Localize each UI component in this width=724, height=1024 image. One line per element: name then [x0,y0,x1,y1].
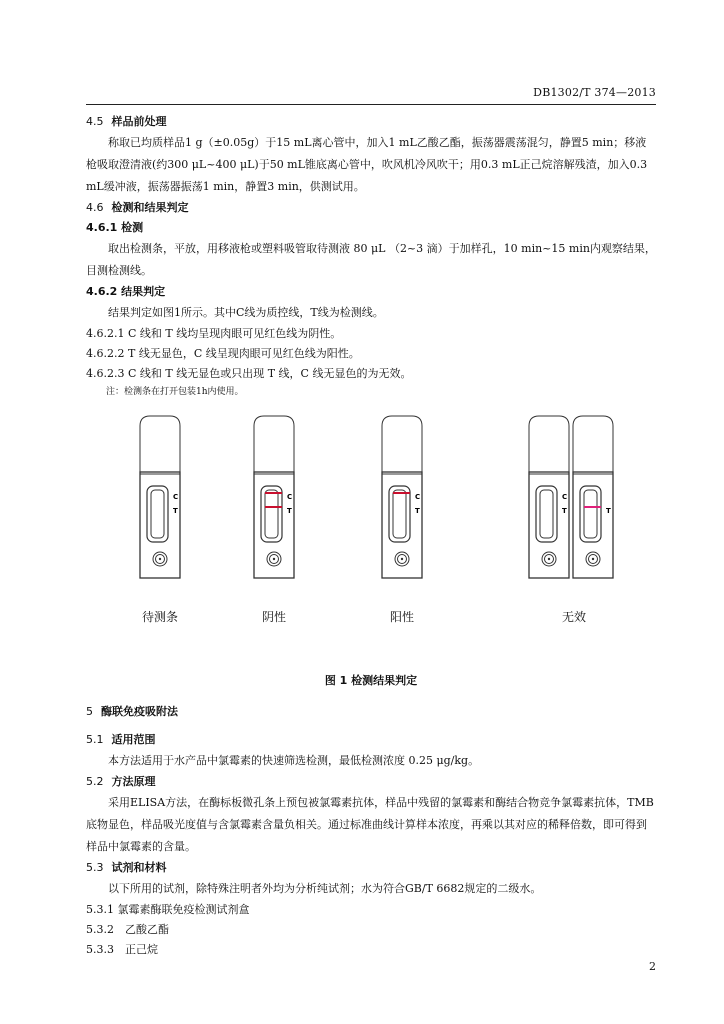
section-4-6-1-paragraph: 取出检测条，平放，用移液枪或塑料吸管取待测液 80 μL （2~3 滴）于加样孔，10 min~15 min内观察结果，目测检测线。 [86,242,656,277]
section-title: 检测和结果判定 [111,201,189,214]
strip-invalid-a [529,416,569,578]
test-strip-diagram [86,410,656,600]
strip-negative [254,416,294,578]
section-5-1-paragraph: 本方法适用于水产品中氯霉素的快速筛选检测，最低检测浓度 0.25 μg/kg。 [108,754,480,767]
label-negative: 阴性 [261,610,286,624]
section-5-2-paragraph: 采用ELISA方法，在酶标板微孔条上预包被氯霉素抗体，样品中残留的氯霉素和酶结合物竞争氯霉素抗体，TMB底物显色，样品吸光度值与含氯霉素含量负相关。通过标准曲线计算样本浓度，再乘以其对应的稀释倍数，即可得到样品中氯霉素的含量。 [86,796,654,853]
control-line [393,492,410,494]
control-line [265,492,282,494]
section-4-6-2-paragraph: 结果判定如图1所示。其中C线为质控线，T线为检测线。 [108,306,384,319]
clause-4-6-2-2: 4.6.2.2 T 线无显色，C 线呈现肉眼可见红色线为阳性。 [86,347,360,360]
test-line [584,506,601,508]
t-line-label: T [415,507,420,515]
page-number: 2 [649,960,656,973]
c-line-label: C [287,493,293,501]
section-number: 5.2 [86,775,104,788]
section-5-2-heading [86,772,656,792]
section-5-3-paragraph: 以下所用的试剂，除特殊注明者外均为分析纯试剂；水为符合GB/T 6682规定的二级水。 [108,882,542,895]
usage-note: 注：检测条在打开包装1h内使用。 [106,387,244,397]
clause-5-3-3: 5.3.3 正己烷 [86,943,158,956]
section-number: 5.1 [86,733,104,746]
section-5-heading [86,702,656,722]
label-untested: 待测条 [141,610,178,624]
figure-caption: 图 1 检测结果判定 [324,674,418,687]
t-line-label: T [562,507,567,515]
t-line-label: T [287,507,292,515]
section-4-6-1-heading: 4.6.1 检测 [86,221,144,234]
strip-invalid-b [573,416,613,578]
section-number: 4.5 [86,115,104,128]
strip-positive [382,416,422,578]
section-4-5-paragraph: 称取已均质样品1 g（±0.05g）于15 mL离心管中，加入1 mL乙酸乙酯，振荡器震荡混匀，静置5 min；移液枪吸取澄清液(约300 μL~400 μL)于50 mL锥底离心管中，吹风机冷风吹干；用0.3 mL正己烷溶解残渣，加入0.3 mL缓冲液，振荡器振荡1 min，静置3 min，供测试用。 [86,136,648,193]
c-line-label: C [562,493,568,501]
section-5-1-heading [86,730,656,750]
t-line-label: T [173,507,178,515]
section-4-6-2-heading: 4.6.2 结果判定 [86,285,166,298]
clause-4-6-2-3: 4.6.2.3 C 线和 T 线无显色或只出现 T 线，C 线无显色的为无效。 [86,367,412,380]
section-4-6-heading [86,198,656,218]
section-number: 5.3 [86,861,104,874]
section-title: 适用范围 [111,733,156,746]
clause-4-6-2-1: 4.6.2.1 C 线和 T 线均呈现肉眼可见红色线为阴性。 [86,327,342,340]
section-5-3-heading [86,858,656,878]
label-positive: 阳性 [389,610,414,624]
strip-untested [140,416,180,578]
figure-1 [86,410,656,660]
t-line-label: T [606,507,611,515]
section-title: 方法原理 [111,775,156,788]
c-line-label: C [173,493,179,501]
section-title: 酶联免疫吸附法 [101,705,178,718]
document-body [86,112,656,960]
clause-5-3-2: 5.3.2 乙酸乙酯 [86,923,169,936]
section-title: 试剂和材料 [111,861,167,874]
standard-code: DB1302/T 374—2013 [533,86,656,99]
section-4-5-heading [86,112,656,132]
c-line-label: C [415,493,421,501]
section-title: 样品前处理 [111,115,167,128]
header-rule [86,104,656,105]
section-number: 4.6 [86,201,104,214]
label-invalid: 无效 [561,610,586,624]
clause-5-3-1: 5.3.1 氯霉素酶联免疫检测试剂盒 [86,903,250,916]
test-line [265,506,282,508]
section-number: 5 [86,705,93,718]
